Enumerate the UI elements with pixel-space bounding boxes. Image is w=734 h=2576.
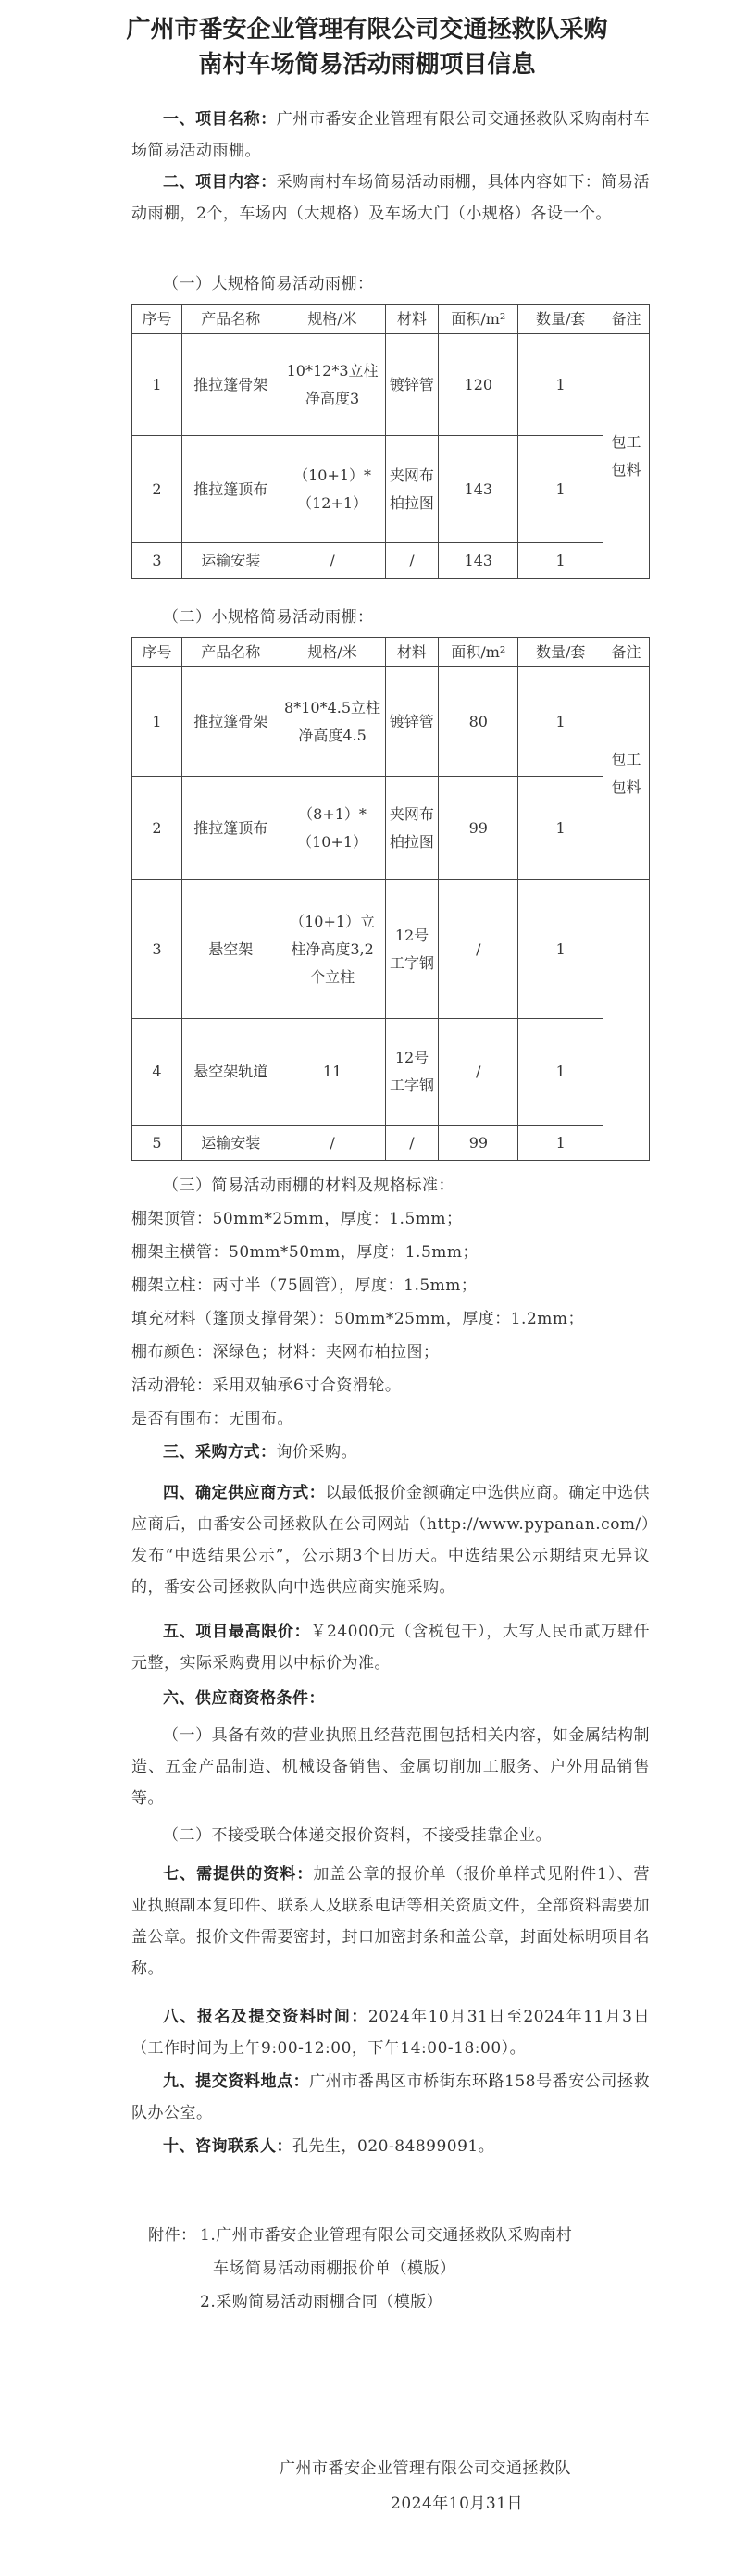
section-text: ￥24000元（含税包干），大写人民币贰万肆仟元整，实际采购费用以中标价为准。 bbox=[131, 1623, 650, 1673]
section-text: 广州市番禺区市桥街东环路158号番安公司拯救队办公室。 bbox=[131, 2072, 651, 2122]
table-cell: 夹网布柏拉图 bbox=[385, 436, 439, 543]
table-cell: 99 bbox=[439, 777, 518, 880]
table-row bbox=[132, 1126, 650, 1161]
table-cell: 143 bbox=[439, 543, 518, 579]
table-cell: 2 bbox=[132, 436, 182, 543]
table-cell: 镀锌管 bbox=[385, 667, 439, 777]
table-note-cell: 包工包料 bbox=[603, 667, 650, 880]
footer-organization: 广州市番安企业管理有限公司交通拯救队 bbox=[280, 2459, 571, 2478]
table-header-cell: 序号 bbox=[132, 305, 182, 334]
table-cell: 2 bbox=[132, 777, 182, 880]
section-required-documents bbox=[131, 1859, 650, 1985]
table-cell: 镀锌管 bbox=[385, 334, 439, 436]
small-spec-table bbox=[131, 637, 650, 880]
table-cell: 1 bbox=[518, 334, 603, 436]
table-row bbox=[132, 334, 650, 436]
section-heading: 五、项目最高限价： bbox=[163, 1623, 311, 1641]
section-heading: 九、提交资料地点： bbox=[163, 2072, 310, 2091]
table-cell: / bbox=[280, 543, 385, 579]
attachment-item: 1.广州市番安企业管理有限公司交通拯救队采购南村 bbox=[200, 2226, 573, 2245]
materials-line: 棚布颜色：深绿色；材料：夹网布柏拉图； bbox=[131, 1343, 440, 1362]
table-cell: 8*10*4.5立柱净高度4.5 bbox=[280, 667, 385, 777]
materials-line: 棚架顶管：50mm*25mm，厚度：1.5mm； bbox=[131, 1210, 463, 1228]
table-header-cell: 面积/m² bbox=[439, 305, 518, 334]
materials-subtitle: （三）简易活动雨棚的材料及规格标准： bbox=[163, 1176, 454, 1195]
big-spec-table bbox=[131, 304, 650, 579]
section-supplier-qualification bbox=[131, 1683, 650, 1714]
table-cell: / bbox=[385, 1126, 439, 1161]
table-cell: 1 bbox=[518, 667, 603, 777]
attachments-label: 附件： bbox=[148, 2226, 197, 2245]
table-cell: 5 bbox=[132, 1126, 182, 1161]
section-heading: 八、报名及提交资料时间： bbox=[163, 2008, 368, 2026]
table-row bbox=[132, 1019, 650, 1126]
table-note-cell: 包工包料 bbox=[603, 334, 650, 579]
section-submission-location bbox=[131, 2066, 650, 2129]
table-cell: （10+1）*（12+1） bbox=[280, 436, 385, 543]
section-text: 孔先生，020-84899091。 bbox=[292, 2137, 495, 2156]
table-cell: 推拉篷顶布 bbox=[181, 436, 280, 543]
materials-line: 是否有围布：无围布。 bbox=[131, 1410, 293, 1428]
document-title-line1: 广州市番安企业管理有限公司交通拯救队采购 bbox=[126, 16, 608, 44]
attachment-item: 2.采购简易活动雨棚合同（模版） bbox=[200, 2293, 443, 2311]
table-cell: 推拉篷顶布 bbox=[181, 777, 280, 880]
table-cell: 运输安装 bbox=[181, 543, 280, 579]
table-cell: 11 bbox=[280, 1019, 385, 1126]
table-cell: 1 bbox=[132, 334, 182, 436]
table-cell: 143 bbox=[439, 436, 518, 543]
table-cell: 3 bbox=[132, 880, 182, 1019]
table-cell: 3 bbox=[132, 543, 182, 579]
section-text: 2024年10月31日至2024年11月3日（工作时间为上午9:00-12:00，下午14:00-18:00）。 bbox=[131, 2008, 650, 2058]
table-header-cell: 面积/m² bbox=[439, 638, 518, 667]
table-header-cell: 产品名称 bbox=[181, 638, 280, 667]
big-spec-subtitle: （一）大规格简易活动雨棚： bbox=[163, 275, 374, 293]
table-row bbox=[132, 543, 650, 579]
table-cell: / bbox=[280, 1126, 385, 1161]
section-heading: 三、采购方式： bbox=[163, 1443, 277, 1462]
table-cell: 80 bbox=[439, 667, 518, 777]
table-header-row bbox=[132, 305, 650, 334]
table-header-cell: 规格/米 bbox=[280, 638, 385, 667]
section-project-name bbox=[131, 104, 650, 167]
table-cell: / bbox=[439, 880, 518, 1019]
section-heading: 二、项目内容： bbox=[163, 173, 277, 192]
table-header-cell: 数量/套 bbox=[518, 305, 603, 334]
table-row bbox=[132, 436, 650, 543]
table-header-cell: 材料 bbox=[385, 638, 439, 667]
attachment-item-continued: 车场简易活动雨棚报价单（模版） bbox=[213, 2259, 456, 2278]
table-cell: 12号工字钢 bbox=[385, 880, 439, 1019]
table-header-cell: 备注 bbox=[603, 305, 650, 334]
materials-line: 棚架立柱：两寸半（75圆管），厚度：1.5mm； bbox=[131, 1276, 478, 1295]
section-project-content bbox=[131, 167, 650, 230]
table-cell: 悬空架 bbox=[181, 880, 280, 1019]
section-text: 以最低报价金额确定中选供应商。确定中选供应商后，由番安公司拯救队在公司网站（http://www.pypanan.com/）发布“中选结果公示”，公示期3个日历天。中选结果公示期结束无异议的，番安公司拯救队向中选供应商实施采购。 bbox=[131, 1484, 651, 1597]
section-max-price bbox=[131, 1616, 650, 1679]
table-cell: / bbox=[439, 1019, 518, 1126]
table-header-cell: 备注 bbox=[603, 638, 650, 667]
table-cell: 1 bbox=[518, 777, 603, 880]
table-cell: 1 bbox=[518, 1126, 603, 1161]
table-cell: 1 bbox=[518, 436, 603, 543]
table-cell: 120 bbox=[439, 334, 518, 436]
table-cell: （8+1）*（10+1） bbox=[280, 777, 385, 880]
table-row bbox=[132, 880, 650, 1019]
section-procurement-method bbox=[131, 1437, 650, 1468]
table-cell: 99 bbox=[439, 1126, 518, 1161]
small-spec-subtitle: （二）小规格简易活动雨棚： bbox=[163, 608, 374, 627]
section-text: 采购南村车场简易活动雨棚，具体内容如下：简易活动雨棚，2个，车场内（大规格）及车场大门（小规格）各设一个。 bbox=[131, 173, 651, 223]
section-text: 广州市番安企业管理有限公司交通拯救队采购南村车场简易活动雨棚。 bbox=[131, 110, 651, 160]
table-cell: 1 bbox=[518, 880, 603, 1019]
section-heading: 四、确定供应商方式： bbox=[163, 1484, 326, 1502]
table-cell: （10+1）立柱净高度3,2个立柱 bbox=[280, 880, 385, 1019]
table-row bbox=[132, 777, 650, 880]
table-header-cell: 材料 bbox=[385, 305, 439, 334]
table-cell: 1 bbox=[518, 543, 603, 579]
footer-date: 2024年10月31日 bbox=[391, 2495, 524, 2513]
section-heading: 十、咨询联系人： bbox=[163, 2137, 292, 2156]
section-supplier-selection bbox=[131, 1477, 650, 1603]
small-spec-table-continued bbox=[131, 879, 650, 1161]
section-heading: 六、供应商资格条件： bbox=[163, 1689, 325, 1708]
table-cell: 4 bbox=[132, 1019, 182, 1126]
table-cell: 夹网布柏拉图 bbox=[385, 777, 439, 880]
table-cell: 1 bbox=[132, 667, 182, 777]
table-cell: / bbox=[385, 543, 439, 579]
table-header-cell: 序号 bbox=[132, 638, 182, 667]
document-title-line2: 南村车场简易活动雨棚项目信息 bbox=[198, 51, 536, 79]
table-cell: 1 bbox=[518, 1019, 603, 1126]
table-note-cell bbox=[603, 880, 650, 1161]
qualification-item: （二）不接受联合体递交报价资料，不接受挂靠企业。 bbox=[163, 1826, 552, 1845]
table-cell: 推拉篷骨架 bbox=[181, 667, 280, 777]
section-text: 询价采购。 bbox=[276, 1443, 357, 1462]
qualification-item: （一）具备有效的营业执照且经营范围包括相关内容，如金属结构制造、五金产品制造、机械设备销售、金属切削加工服务、户外用品销售等。 bbox=[131, 1726, 650, 1808]
table-header-cell: 数量/套 bbox=[518, 638, 603, 667]
materials-line: 填充材料（篷顶支撑骨架）：50mm*25mm，厚度：1.2mm； bbox=[131, 1310, 585, 1328]
table-cell: 10*12*3立柱净高度3 bbox=[280, 334, 385, 436]
table-cell: 运输安装 bbox=[181, 1126, 280, 1161]
table-cell: 悬空架轨道 bbox=[181, 1019, 280, 1126]
section-heading: 七、需提供的资料： bbox=[163, 1865, 314, 1884]
materials-line: 活动滑轮：采用双轴承6寸合资滑轮。 bbox=[131, 1376, 402, 1395]
table-header-row bbox=[132, 638, 650, 667]
section-contact bbox=[131, 2131, 650, 2162]
table-header-cell: 规格/米 bbox=[280, 305, 385, 334]
table-row bbox=[132, 667, 650, 777]
table-cell: 12号工字钢 bbox=[385, 1019, 439, 1126]
section-heading: 一、项目名称： bbox=[163, 110, 277, 129]
section-submission-time bbox=[131, 2001, 650, 2064]
section-text: 加盖公章的报价单（报价单样式见附件1）、营业执照副本复印件、联系人及联系电话等相关资质文件，全部资料需要加盖公章。报价文件需要密封，封口加密封条和盖公章，封面处标明项目名称。 bbox=[131, 1865, 650, 1978]
table-header-cell: 产品名称 bbox=[181, 305, 280, 334]
table-cell: 推拉篷骨架 bbox=[181, 334, 280, 436]
materials-line: 棚架主横管：50mm*50mm，厚度：1.5mm； bbox=[131, 1243, 479, 1262]
